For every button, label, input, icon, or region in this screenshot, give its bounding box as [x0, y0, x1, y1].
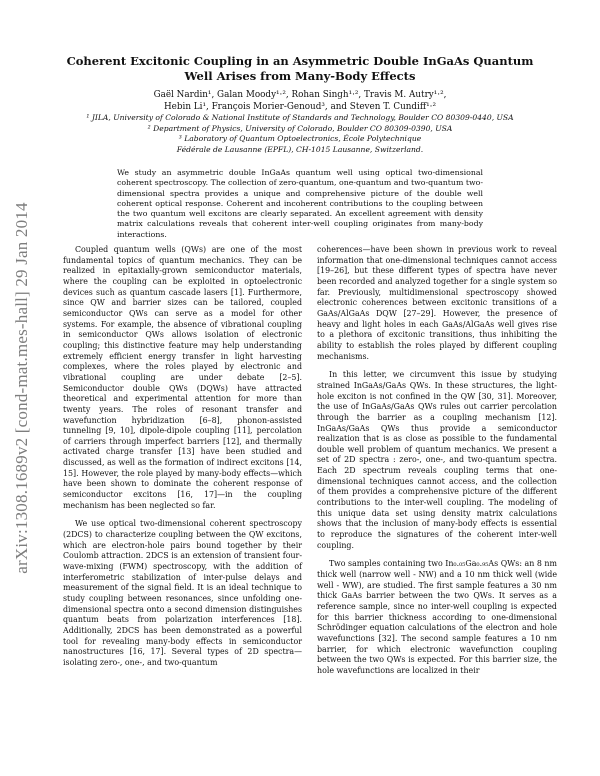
paper-title: Coherent Excitonic Coupling in an Asymmetric Double InGaAs Quantum Well Arises from Many-Body Effects: [66, 54, 534, 83]
paragraph: Two samples containing two In₀.₀₅Ga₀.₉₅As QWs: an 8 nm thick well (narrow well - NW) and a 10 nm thick well (wide well - WW), are studied. The first sample features a 30 nm thick GaAs barrier between the two QWs. It serves as a reference sample, since no inter-well coupling is expected for this barrier thickness according to one-dimensional Schrödinger equation calculations of the electron and hole wavefunctions [32]. The second sample features a 10 nm barrier, for which electronic wavefunction coupling between the two QWs is expected. For this barrier size, the hole wavefunctions are localized in their: [317, 559, 557, 675]
affiliation: ³ Laboratory of Quantum Optoelectronics, École Polytechnique: [178, 134, 422, 144]
affiliation: ¹ JILA, University of Colorado & National Institute of Standards and Technology, Boulder CO 80309-0440, USA: [86, 113, 514, 122]
paragraph: We use optical two-dimensional coherent spectroscopy (2DCS) to characterize coupling between the QW excitons, which are electron-hole pairs bound together by their Coulomb attraction. 2DCS is an extension of transient four-wave-mixing (FWM) spectroscopy, with the addition of interferometric stabilization of inter-pulse delays and measurement of the signal field. It is an ideal technique to study coupling between resonances, since unfolding one-dimensional spectra onto a second dimension distinguishes quantum beats from polarization interferences [18]. Additionally, 2DCS has been demonstrated as a powerful tool for revealing many-body effects in semiconductor nanostructures [16, 17]. Several types of 2D spectra—isolating zero-, one-, and two-quantum: [63, 519, 302, 667]
paragraph: In this letter, we circumvent this issue by studying strained InGaAs/GaAs QWs. In these structures, the light-hole exciton is not confined in the QW [30, 31]. Moreover, the use of InGaAs/GaAs QWs rules out carrier percolation through the barrier as a coupling mechanism [12]. InGaAs/GaAs QWs thus provide a semiconductor realization that is as close as possible to the fundamental double well problem of quantum mechanics. We present a set of 2D spectra : zero-, one-, and two-quantum spectra. Each 2D spectrum reveals coupling terms that one-dimensional techniques cannot access, and the collection of them provides a comprehensive picture of the different contributions to the inter-well coupling. The modeling of this unique data set using density matrix calculations shows that the inclusion of many-body effects is essential to reproduce the signatures of the coherent inter-well coupling.: [317, 370, 557, 550]
arxiv-side-banner: [0, 0, 44, 776]
right-column: [317, 245, 557, 685]
author-line: Hebin Li¹, François Morier-Genoud³, and Steven T. Cundiff¹·²: [164, 102, 436, 112]
affiliation: ² Department of Physics, University of Colorado, Boulder CO 80309-0390, USA: [147, 123, 453, 133]
author-list: [60, 89, 540, 113]
paragraph: Coupled quantum wells (QWs) are one of the most fundamental topics of quantum mechanics. They can be realized in epitaxially-grown semiconductor materials, where the coupling can be exploited in optoelectronic devices such as quantum cascade lasers [1]. Furthermore, since QW and barrier sizes can be tailored, coupled semiconductor QWs can serve as a model for other systems. For example, the absence of vibrational coupling in semiconductor QWs allows isolation of electronic coupling; this distinctive feature may help understanding extremely efficient energy transfer in light harvesting complexes, where the roles played by electronic and vibrational coupling are under debate [2–5]. Semiconductor double QWs (DQWs) have attracted theoretical and experimental attention for more than twenty years. The roles of resonant transfer and wavefunction hybridization [6–8], phonon-assisted tunneling [9, 10], dipole-dipole coupling [11], percolation of carriers through imperfect barriers [12], and thermally activated charge transfer [13] have been studied and discussed, as well as the formation of indirect excitons [14, 15]. However, the role played by many-body effects—which have been shown to dominate the coherent response of semiconductor excitons [16, 17]—in the coupling mechanism has been neglected so far.: [63, 245, 302, 510]
abstract: We study an asymmetric double InGaAs quantum well using optical two-dimensional coherent spectroscopy. The collection of zero-quantum, one-quantum and two-quantum two-dimensional spectra provides a unique and comprehensive picture of the double well coherent optical response. Coherent and incoherent contributions to the coupling between the two quantum well excitons are clearly separated. An excellent agreement with density matrix calculations reveals that coherent inter-well coupling originates from many-body interactions.: [117, 168, 483, 239]
paragraph: coherences—have been shown in previous work to reveal information that one-dimensional techniques cannot access [19–26], but these different types of spectra have never been recorded and analyzed together for a single system so far. Previously, multidimensional spectroscopy showed electronic coherences between excitonic transitions of a GaAs/AlGaAs DQW [27–29]. However, the presence of heavy and light holes in each GaAs/AlGaAs well gives rise to a plethora of excitonic transitions, thus inhibiting the ability to establish the roles played by different coupling mechanisms.: [317, 245, 557, 361]
left-column: [63, 245, 302, 677]
affiliation: Fédérale de Lausanne (EPFL), CH-1015 Lausanne, Switzerland.: [176, 144, 424, 154]
arxiv-identifier: arXiv:1308.1689v2 [cond-mat.mes-hall] 29 Jan 2014: [12, 202, 31, 574]
author-line: Gaël Nardin¹, Galan Moody¹·², Rohan Singh¹·², Travis M. Autry¹·²,: [153, 90, 447, 100]
affiliations: [60, 113, 540, 155]
